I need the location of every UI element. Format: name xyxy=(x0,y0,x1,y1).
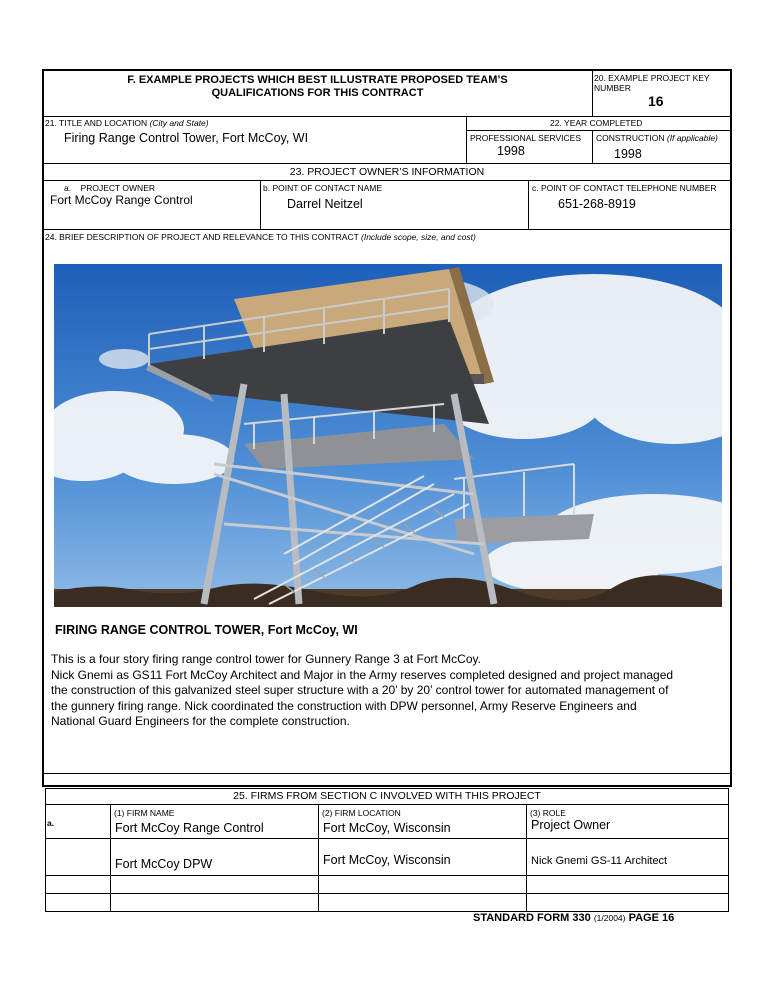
owner-divider-1 xyxy=(260,180,261,230)
owner-divider-2 xyxy=(528,180,529,230)
firm-name-label: (1) FIRM NAME xyxy=(114,808,175,818)
description-line-1: This is a four story firing range control tower for Gunnery Range 3 at Fort McCoy. xyxy=(51,652,481,666)
year-completed-label: 22. YEAR COMPLETED xyxy=(550,118,643,128)
firms-col-letter xyxy=(110,804,111,912)
frame-top xyxy=(42,69,732,71)
title-location-value: Firing Range Control Tower, Fort McCoy, WI xyxy=(64,131,309,145)
description-line-5: National Guard Engineers for the complete construction. xyxy=(51,714,350,728)
owner-c-value: 651-268-8919 xyxy=(558,197,636,211)
description-label: 24. BRIEF DESCRIPTION OF PROJECT AND RELEVANCE TO THIS CONTRACT (Include scope, size, and cost) xyxy=(45,232,476,242)
firms-row-rule-2 xyxy=(45,875,729,876)
description-line-3: the construction of this galvanized steel super structure with a 20’ by 20’ control tower for automated management of xyxy=(51,683,669,697)
description-line-2: Nick Gnemi as GS11 Fort McCoy Architect and Major in the Army reserves completed designed and project managed xyxy=(51,667,674,682)
owner-a-label: a. PROJECT OWNER xyxy=(64,183,156,193)
form-number: STANDARD FORM 330 xyxy=(473,912,591,924)
firms-section-title: 25. FIRMS FROM SECTION C INVOLVED WITH THIS PROJECT xyxy=(233,790,541,802)
project-heading: FIRING RANGE CONTROL TOWER, Fort McCoy, WI xyxy=(55,623,358,637)
header-key-divider xyxy=(592,70,593,116)
firms-row-rule-1 xyxy=(45,838,729,839)
tower-photo xyxy=(54,264,722,607)
title-location-label: 21. TITLE AND LOCATION (City and State) xyxy=(45,118,209,128)
firm-row-2-role: Nick Gnemi GS-11 Architect xyxy=(531,855,668,867)
page-number: PAGE 16 xyxy=(628,912,675,924)
description-line-4: the gunnery firing range. Nick coordinated the construction with DPW personnel, Army Reserve Engineers and xyxy=(51,698,637,713)
form-title xyxy=(100,74,535,100)
row21-bottom-rule xyxy=(42,163,732,164)
owner-bottom-rule xyxy=(42,229,732,230)
form-title-line1: F. EXAMPLE PROJECTS WHICH BEST ILLUSTRATE PROPOSED TEAM’S xyxy=(127,74,508,86)
frame-bottom-2 xyxy=(42,785,732,787)
form-footer xyxy=(473,912,674,924)
firms-col-3 xyxy=(526,804,527,912)
form-title-line2: QUALIFICATIONS FOR THIS CONTRACT xyxy=(211,87,424,99)
firms-header-rule xyxy=(45,804,729,805)
firm-location-label: (2) FIRM LOCATION xyxy=(322,808,401,818)
firm-row-1-name: Fort McCoy Range Control xyxy=(115,821,264,835)
project-key-label: 20. EXAMPLE PROJECT KEY NUMBER xyxy=(594,73,710,93)
owner-a-value: Fort McCoy Range Control xyxy=(50,193,193,207)
firm-row-2-name: Fort McCoy DPW xyxy=(115,857,213,871)
owner-b-value: Darrel Neitzel xyxy=(287,197,363,211)
firms-row-letter: a. xyxy=(47,818,55,828)
frame-bottom xyxy=(42,773,732,774)
header-bottom-rule xyxy=(42,116,732,117)
firm-role-label: (3) ROLE xyxy=(530,808,566,818)
owner-title-rule xyxy=(42,180,732,181)
tower-photo-image xyxy=(54,264,722,607)
firm-row-1-location: Fort McCoy, Wisconsin xyxy=(323,821,451,835)
owner-b-label: b. POINT OF CONTACT NAME xyxy=(263,183,383,193)
professional-services-year: 1998 xyxy=(497,144,525,158)
year-rule xyxy=(466,130,731,131)
firm-row-1-role: Project Owner xyxy=(531,818,611,832)
form-version: (1/2004) xyxy=(593,913,626,923)
row21-divider xyxy=(466,117,467,164)
firm-row-2-location: Fort McCoy, Wisconsin xyxy=(323,853,451,867)
firms-col-2 xyxy=(318,804,319,912)
project-description xyxy=(51,652,726,730)
construction-year: 1998 xyxy=(614,147,642,161)
firms-top-rule xyxy=(45,788,729,789)
year-divider xyxy=(592,130,593,164)
owner-section-title: 23. PROJECT OWNER’S INFORMATION xyxy=(289,166,485,178)
project-key-number: 16 xyxy=(648,93,664,109)
owner-c-label: c. POINT OF CONTACT TELEPHONE NUMBER xyxy=(532,183,717,193)
firms-row-rule-3 xyxy=(45,893,729,894)
construction-label: CONSTRUCTION (If applicable) xyxy=(596,133,718,143)
professional-services-label: PROFESSIONAL SERVICES xyxy=(470,133,582,143)
